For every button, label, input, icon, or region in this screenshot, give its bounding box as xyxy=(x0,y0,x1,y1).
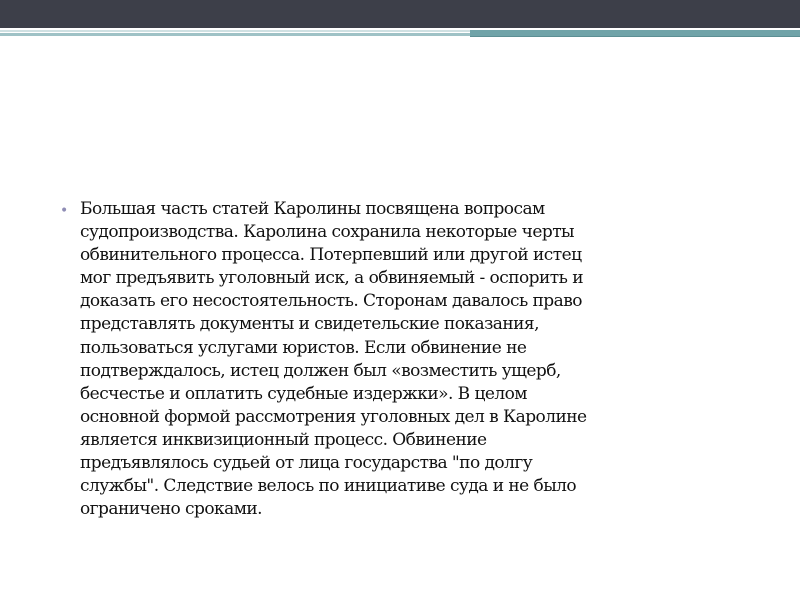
text-line: мог предъявить уголовный иск, а обвиняемый - оспорить и xyxy=(80,268,583,289)
text-line: обвинительного процесса. Потерпевший или другой истец xyxy=(80,245,582,266)
bullet-icon: • xyxy=(60,203,69,219)
text-line: основной формой рассмотрения уголовных дел в Каролине xyxy=(80,406,587,427)
text-line: Большая часть статей Каролины посвящена вопросам xyxy=(80,199,545,219)
text-line: представлять документы и свидетельские показания, xyxy=(80,314,539,335)
text-line: судопроизводства. Каролина сохранила некоторые черты xyxy=(80,222,575,243)
text-line: доказать его несостоятельность. Сторонам давалось право xyxy=(80,291,582,312)
text-line: ограничено сроками. xyxy=(80,499,262,520)
top-header-band xyxy=(0,0,800,28)
text-line: службы". Следствие велось по инициативе суда и не было xyxy=(80,476,577,497)
accent-edge xyxy=(470,36,800,37)
bullet-text xyxy=(80,198,754,521)
text-line: пользоваться услугами юристов. Если обвинение не xyxy=(80,337,527,358)
text-line: бесчестье и оплатить судебные издержки». В целом xyxy=(80,383,527,404)
text-line: предъявлялось судьей от лица государства "по долгу xyxy=(80,453,533,474)
slide-body xyxy=(54,198,754,521)
text-line: подтверждалось, истец должен был «возместить ущерб, xyxy=(80,360,561,381)
bullet-item xyxy=(54,198,754,521)
text-line: является инквизиционный процесс. Обвинение xyxy=(80,429,487,450)
